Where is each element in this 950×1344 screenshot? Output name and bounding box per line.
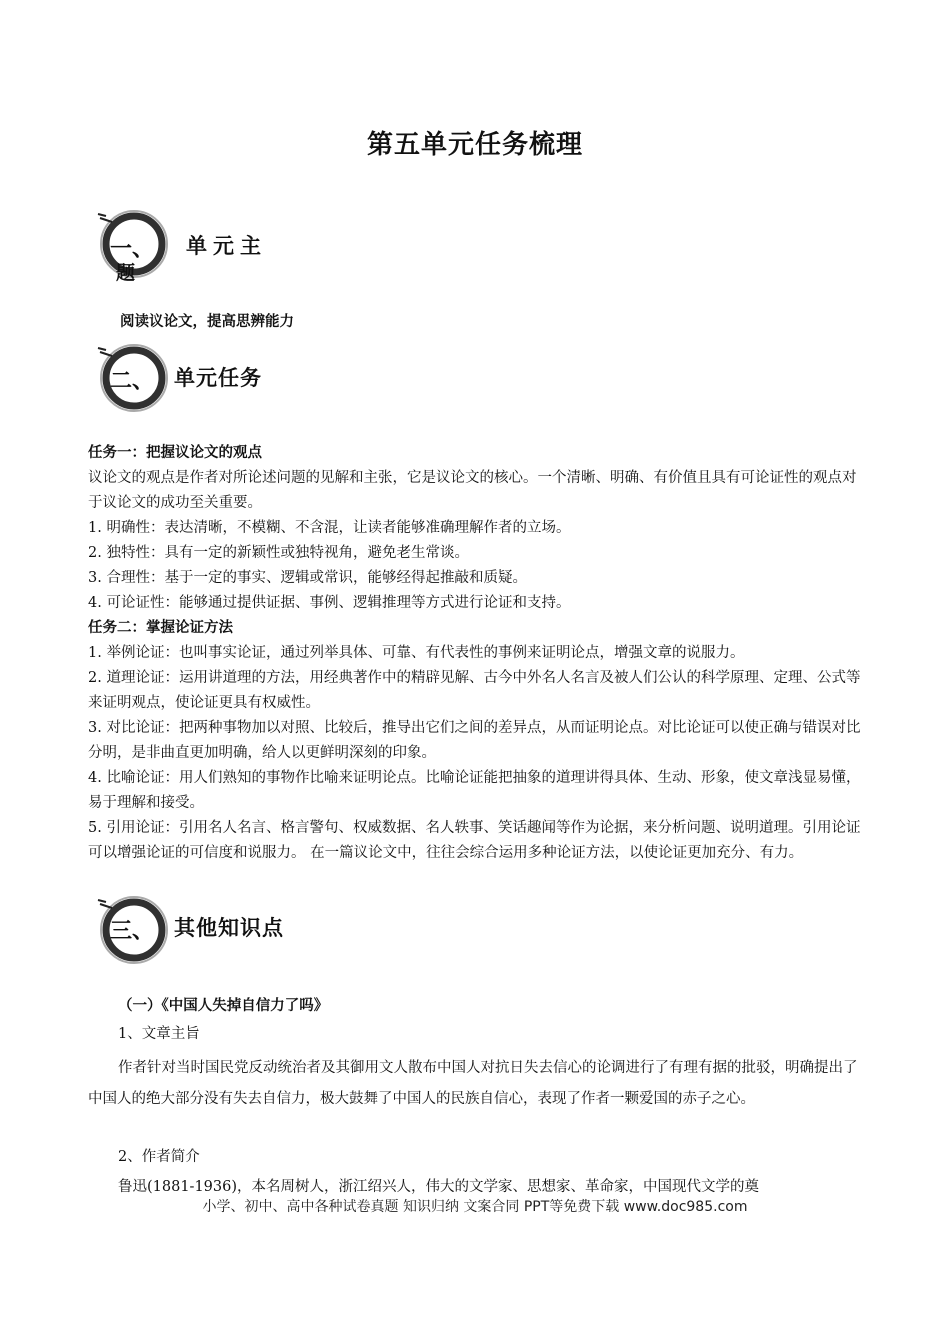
section-one-number: 一、: [110, 237, 155, 262]
list-item: 1. 明确性：表达清晰，不模糊、不含混，让读者能够准确理解作者的立场。: [88, 520, 571, 536]
list-item: 5. 引用论证：引用名人名言、格言警句、权威数据、名人轶事、笑话趣闻等作为论据，来分析问题、说明道理。引用论证可以增强论证的可信度和说服力。 在一篇议论文中，往往会综合运用多种论证方法，以使论证更加充分、有力。: [88, 820, 861, 861]
unit-theme-text: 阅读议论文，提高思辨能力: [120, 314, 294, 330]
article-theme-text: 作者针对当时国民党反动统治者及其御用文人散布中国人对抗日失去信心的论调进行了有理有据的批驳，明确提出了中国人的绝大部分没有失去自信力，极大鼓舞了中国人的民族自信心，表现了作者一颗爱国的赤子之心。: [88, 1060, 858, 1107]
subheading-theme: 1、文章主旨: [118, 1026, 200, 1042]
author-intro-text: 鲁迅(1881-1936)，本名周树人，浙江绍兴人，伟大的文学家、思想家、革命家，中国现代文学的奠: [118, 1179, 760, 1195]
article-title: （一）《中国人失掉自信力了吗》: [118, 998, 329, 1014]
task-one-intro: 议论文的观点是作者对所论述问题的见解和主张，它是议论文的核心。一个清晰、明确、有价值且具有可论证性的观点对于议论文的成功至关重要。: [88, 470, 857, 511]
section-two-title: 单元任务: [174, 366, 262, 390]
list-item: 3. 对比论证：把两种事物加以对照、比较后，推导出它们之间的差异点，从而证明论点。对比论证可以使正确与错误对比分明，是非曲直更加明确，给人以更鲜明深刻的印象。: [88, 720, 861, 761]
section-two-number: 二、: [110, 369, 155, 394]
section-two-header: [92, 338, 292, 418]
list-item: 4. 比喻论证：用人们熟知的事物作比喻来证明论点。比喻论证能把抽象的道理讲得具体、生动、形象，使文章浅显易懂，易于理解和接受。: [88, 770, 861, 811]
list-item: 4. 可论证性：能够通过提供证据、事例、逻辑推理等方式进行论证和支持。: [88, 595, 571, 611]
list-item: 1. 举例论证：也叫事实论证，通过列举具体、可靠、有代表性的事例来证明论点，增强文章的说服力。: [88, 645, 745, 661]
list-item: 2. 独特性：具有一定的新颖性或独特视角，避免老生常谈。: [88, 545, 469, 561]
section-one-title: 单元主: [186, 234, 267, 258]
section-one-title-wrap: 题: [116, 262, 137, 284]
list-item: 2. 道理论证：运用讲道理的方法，用经典著作中的精辟见解、古今中外名人名言及被人们公认的科学原理、定理、公式等来证明观点，使论证更具有权威性。: [88, 670, 861, 711]
footer-text: 小学、初中、高中各种试卷真题 知识归纳 文案合同 PPT等免费下载 www.doc985.com: [202, 1199, 748, 1215]
subheading-author: 2、作者简介: [118, 1149, 200, 1165]
section-three-header: [92, 890, 292, 970]
list-item: 3. 合理性：基于一定的事实、逻辑或常识，能够经得起推敲和质疑。: [88, 570, 527, 586]
task-two-heading: 任务二：掌握论证方法: [88, 620, 233, 636]
task-one-heading: 任务一：把握议论文的观点: [88, 445, 262, 461]
page-title: 第五单元任务梳理: [366, 130, 583, 160]
section-one-header: [92, 204, 292, 284]
section-three-title: 其他知识点: [174, 916, 284, 940]
section-three-number: 三、: [110, 919, 155, 944]
